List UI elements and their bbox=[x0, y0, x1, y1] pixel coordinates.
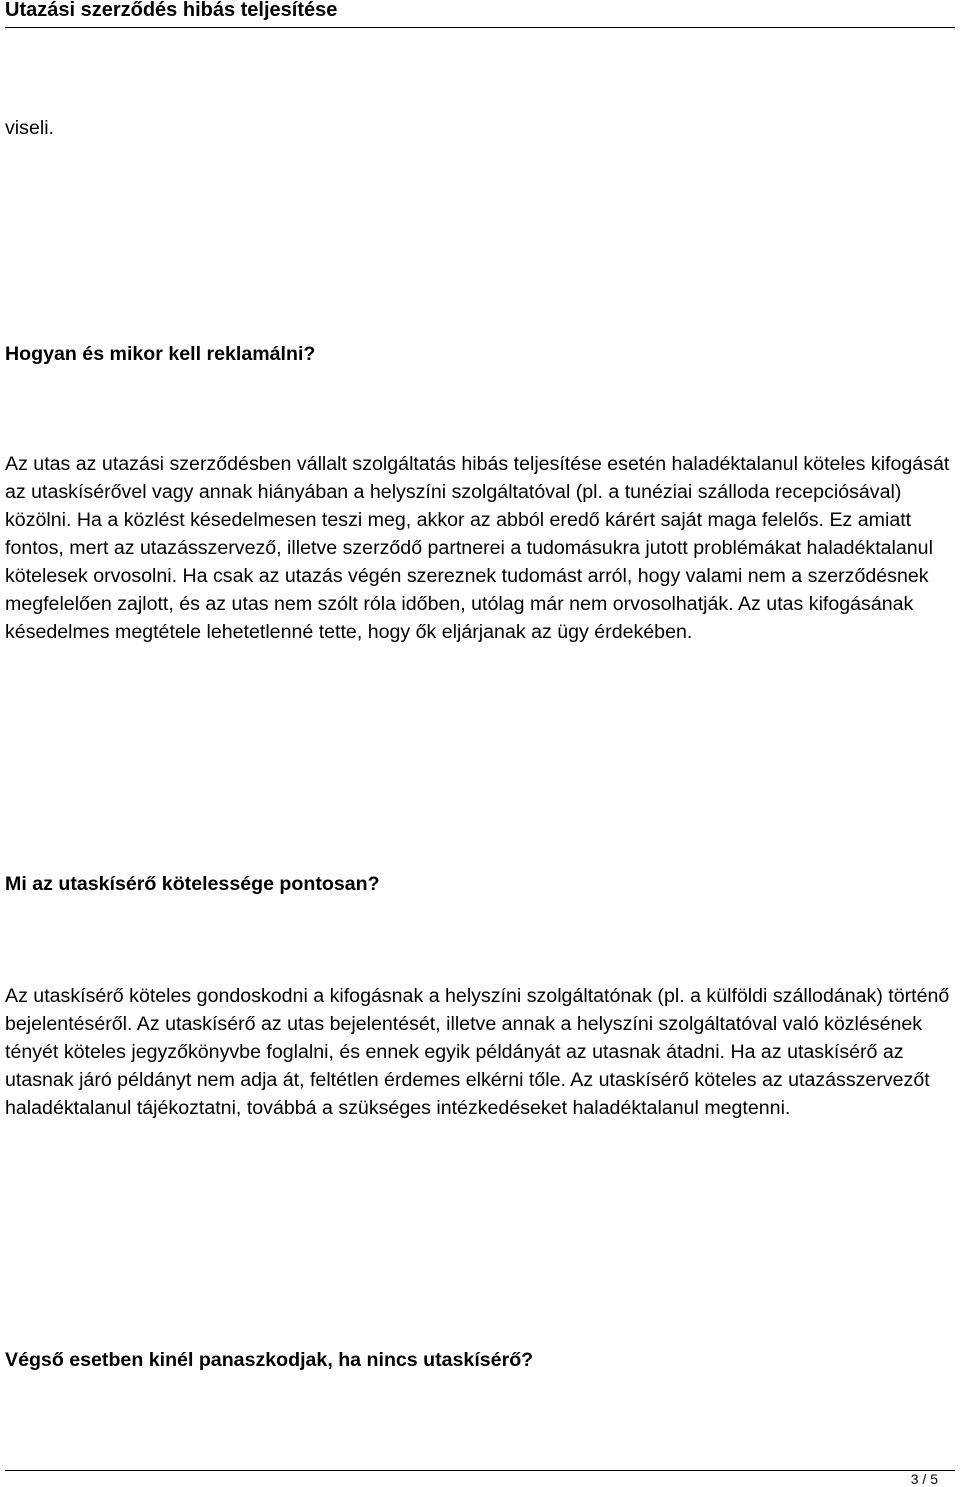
section-text-complaint: Az utas az utazási szerződésben vállalt szolgáltatás hibás teljesítése esetén haladéktalanul köteles kifogását az utaskísérővel vagy annak hiányában a helyszíni szolgáltatóval (pl. a tunéziai szálloda recepciósával) közölni. Ha a közlést késedelmesen teszi meg, akkor az abból eredő kárért saját maga felelős. Ez amiatt fontos, mert az utazásszervező, illetve szerződő partnerei a tudomásukra jutott problémákat haladéktalanul kötelesek orvosolni. Ha csak az utazás végén szereznek tudomást arról, hogy valami nem a szerződésnek megfelelően zajlott, és az utas nem szólt róla időben, utólag már nem orvosolhatják. Az utas kifogásának késedelmes megtétele lehetetlenné tette, hogy ők eljárjanak az ügy érdekében. bbox=[5, 453, 950, 643]
document-title: Utazási szerződés hibás teljesítése bbox=[5, 0, 338, 21]
page-number: 3 / 5 bbox=[910, 1471, 938, 1487]
intro-fragment: viseli. bbox=[5, 117, 54, 139]
section-heading-guide-duty: Mi az utaskísérő kötelessége pontosan? bbox=[5, 873, 380, 895]
section-heading-no-guide: Végső esetben kinél panaszkodjak, ha nincs utaskísérő? bbox=[5, 1349, 534, 1371]
footer-divider bbox=[5, 1470, 955, 1471]
section-text-guide-duty: Az utaskísérő köteles gondoskodni a kifogásnak a helyszíni szolgáltatónak (pl. a külföldi szállodának) történő bejelentéséről. Az utaskísérő az utas bejelentését, illetve annak a helyszíni szolgáltatóval való közlésének tényét köteles jegyzőkönyvbe foglalni, és ennek egyik példányát az utasnak átadni. Ha az utaskísérő az utasnak járó példányt nem adja át, feltétlen érdemes elkérni tőle. Az utaskísérő köteles az utazásszervezőt haladéktalanul tájékoztatni, továbbá a szükséges intézkedéseket haladéktalanul megtenni. bbox=[5, 985, 950, 1119]
page-header bbox=[5, 0, 955, 28]
section-heading-complaint: Hogyan és mikor kell reklamálni? bbox=[5, 343, 316, 365]
